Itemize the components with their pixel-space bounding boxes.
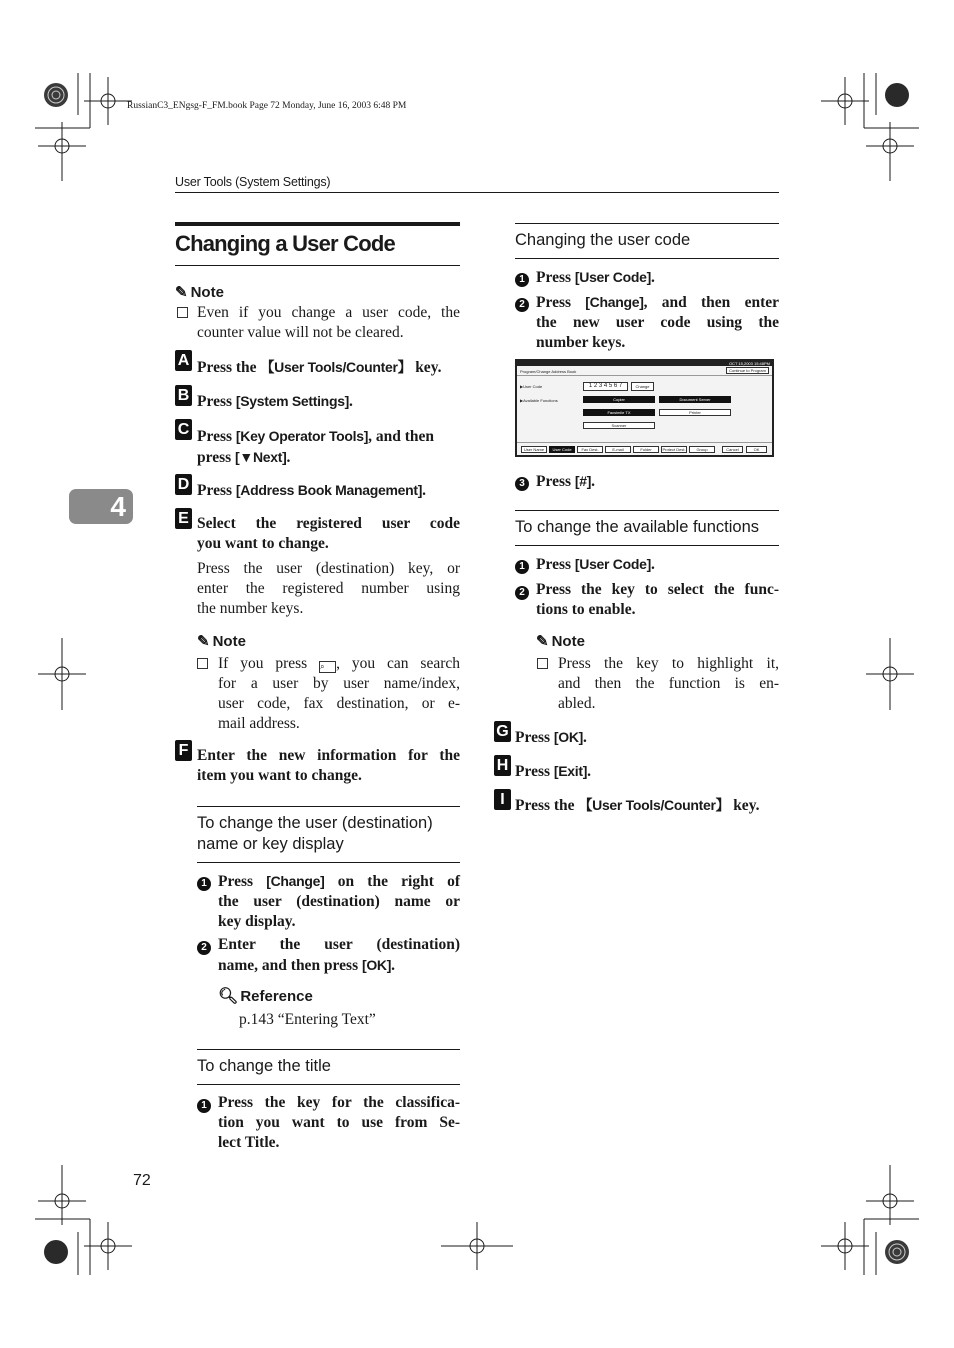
file-meta: RussianC3_ENgsg-F_FM.book Page 72 Monday, June 16, 2003 6:48 PM	[127, 101, 407, 111]
reference-heading: 🔍︎ Reference	[218, 988, 313, 1005]
touch-panel-screenshot	[515, 359, 774, 457]
subsection-rule	[197, 806, 460, 807]
item-1-marker: 1	[197, 1095, 211, 1113]
step-5: Select the registered user code you want to change.	[197, 515, 460, 552]
tab-user-name[interactable]: User Name	[521, 446, 547, 453]
running-head: User Tools (System Settings)	[175, 175, 331, 189]
tab-protect-dest[interactable]: Protect Dest.	[662, 447, 686, 452]
step-9: Press the 【User Tools/Counter】 key.	[515, 797, 760, 814]
title-rule	[175, 265, 460, 266]
user-code-field[interactable]: 1 2 3 4 5 6 7	[583, 382, 628, 391]
func-printer[interactable]: Printer	[659, 409, 731, 416]
item-1-marker: 1	[197, 873, 211, 891]
subsection-rule	[515, 510, 779, 511]
note-heading: ✎ Note	[175, 284, 224, 301]
step-9-marker: I	[494, 789, 511, 810]
subsection-rule	[515, 258, 779, 259]
note-2-checkbox	[197, 655, 208, 675]
step-2: Press [System Settings].	[197, 393, 353, 410]
tab-user-code[interactable]: User Code	[549, 446, 575, 453]
note-2-text: If you press ⌕ , you can search for a user by user name/index, user code, fax destination, or e- mail address.	[218, 655, 460, 732]
note-checkbox	[177, 304, 188, 324]
page-number: 72	[133, 1172, 151, 1189]
checkbox-icon	[197, 658, 208, 669]
step-4: Press [Address Book Management].	[197, 482, 426, 499]
subsection-rule	[515, 545, 779, 546]
subsection-rule	[197, 1084, 460, 1085]
step-4-marker: D	[175, 474, 192, 495]
func-scanner[interactable]: Scanner	[583, 422, 655, 429]
continue-button[interactable]: Continue to Program	[726, 367, 769, 374]
subsection-title-available-functions: To change the available functions	[515, 518, 760, 536]
step-7-marker: G	[494, 721, 511, 742]
tab-email[interactable]: E-mail	[605, 446, 631, 453]
sub1-item-2: Enter the user (destination) name, and then press [OK].	[218, 936, 460, 974]
pencil-icon: ✎	[197, 633, 210, 650]
change-button[interactable]: Change	[631, 382, 654, 391]
tab-group[interactable]: Group	[689, 446, 715, 453]
sub1-item-1: Press [Change] on the right of the user (destination) name or key display.	[218, 873, 460, 930]
screen-breadcrumb: Program/Change Address Book	[520, 369, 577, 374]
func-document-server[interactable]: Document Server	[659, 396, 731, 403]
item-1-marker: 1	[515, 269, 529, 287]
note-3-text: Press the key to highlight it, and then the function is en- abled.	[558, 655, 779, 712]
item-2-marker: 2	[515, 294, 529, 312]
pencil-icon: ✎	[536, 633, 549, 650]
ok-button[interactable]: OK	[746, 446, 767, 453]
subsection-title-user-code: Changing the user code	[515, 231, 691, 249]
item-2-marker: 2	[515, 582, 529, 600]
sub2-item-1: Press the key for the classifica- tion you want to use from Se- lect Title.	[218, 1094, 460, 1151]
item-1-marker: 1	[515, 556, 529, 574]
note-3-checkbox	[537, 655, 548, 675]
tab-folder[interactable]: Folder	[633, 446, 659, 453]
step-2-marker: B	[175, 385, 192, 406]
func-copier[interactable]: Copier	[583, 396, 655, 403]
pencil-icon: ✎	[175, 284, 188, 301]
step-3-marker: C	[175, 419, 192, 440]
item-3-marker: 3	[515, 473, 529, 491]
subsection-rule	[197, 862, 460, 863]
step-6-marker: F	[175, 740, 192, 761]
checkbox-icon	[177, 307, 188, 318]
tab-fax-dest[interactable]: Fax Dest.	[577, 446, 603, 453]
step-5-body: Press the user (destination) key, or enter the registered number using the number keys.	[197, 560, 460, 617]
note-heading-3: ✎ Note	[536, 633, 585, 650]
sub3-item-3: Press [#].	[536, 473, 595, 490]
magnifier-icon: 🔍︎	[218, 988, 239, 1005]
title-bar	[175, 222, 460, 226]
step-5-marker: E	[175, 508, 192, 529]
step-1: Press the 【User Tools/Counter】 key.	[197, 359, 442, 376]
running-head-rule	[175, 192, 779, 193]
sub4-item-1: Press [User Code].	[536, 556, 655, 573]
step-6: Enter the new information for the item you want to change.	[197, 747, 460, 784]
subsection-title-user-name: To change the user (destination) name or key display	[197, 814, 433, 853]
subsection-title-title: To change the title	[197, 1057, 331, 1075]
sub4-item-2: Press the key to select the func- tions to enable.	[536, 581, 779, 618]
page-title: Changing a User Code	[175, 231, 395, 256]
step-1-marker: A	[175, 350, 192, 371]
note-heading-2: ✎ Note	[197, 633, 246, 650]
step-7: Press [OK].	[515, 729, 587, 746]
available-functions-label: ▶Available Functions	[520, 398, 558, 403]
step-8: Press [Exit].	[515, 763, 591, 780]
checkbox-icon	[537, 658, 548, 669]
reference-link[interactable]: p.143 “Entering Text”	[239, 1011, 376, 1028]
screen-date: OCT 15,2003 15:48PM	[728, 361, 770, 366]
subsection-rule	[197, 1049, 460, 1050]
sub3-item-2: Press [Change], and then enter the new user code using the number keys.	[536, 294, 779, 351]
step-8-marker: H	[494, 755, 511, 776]
cancel-button[interactable]: Cancel	[722, 446, 743, 453]
subsection-rule	[515, 223, 779, 224]
note-text: Even if you change a user code, the counter value will not be cleared.	[197, 304, 460, 341]
item-2-marker: 2	[197, 937, 211, 955]
step-3: Press [Key Operator Tools], and then press [▼Next].	[197, 428, 434, 466]
sub3-item-1: Press [User Code].	[536, 269, 655, 286]
chapter-tab: 4	[69, 489, 133, 524]
search-icon: ⌕	[319, 661, 336, 673]
user-code-label: ▶User Code	[520, 384, 543, 389]
func-facsimile[interactable]: Facsimile TX	[583, 409, 655, 416]
